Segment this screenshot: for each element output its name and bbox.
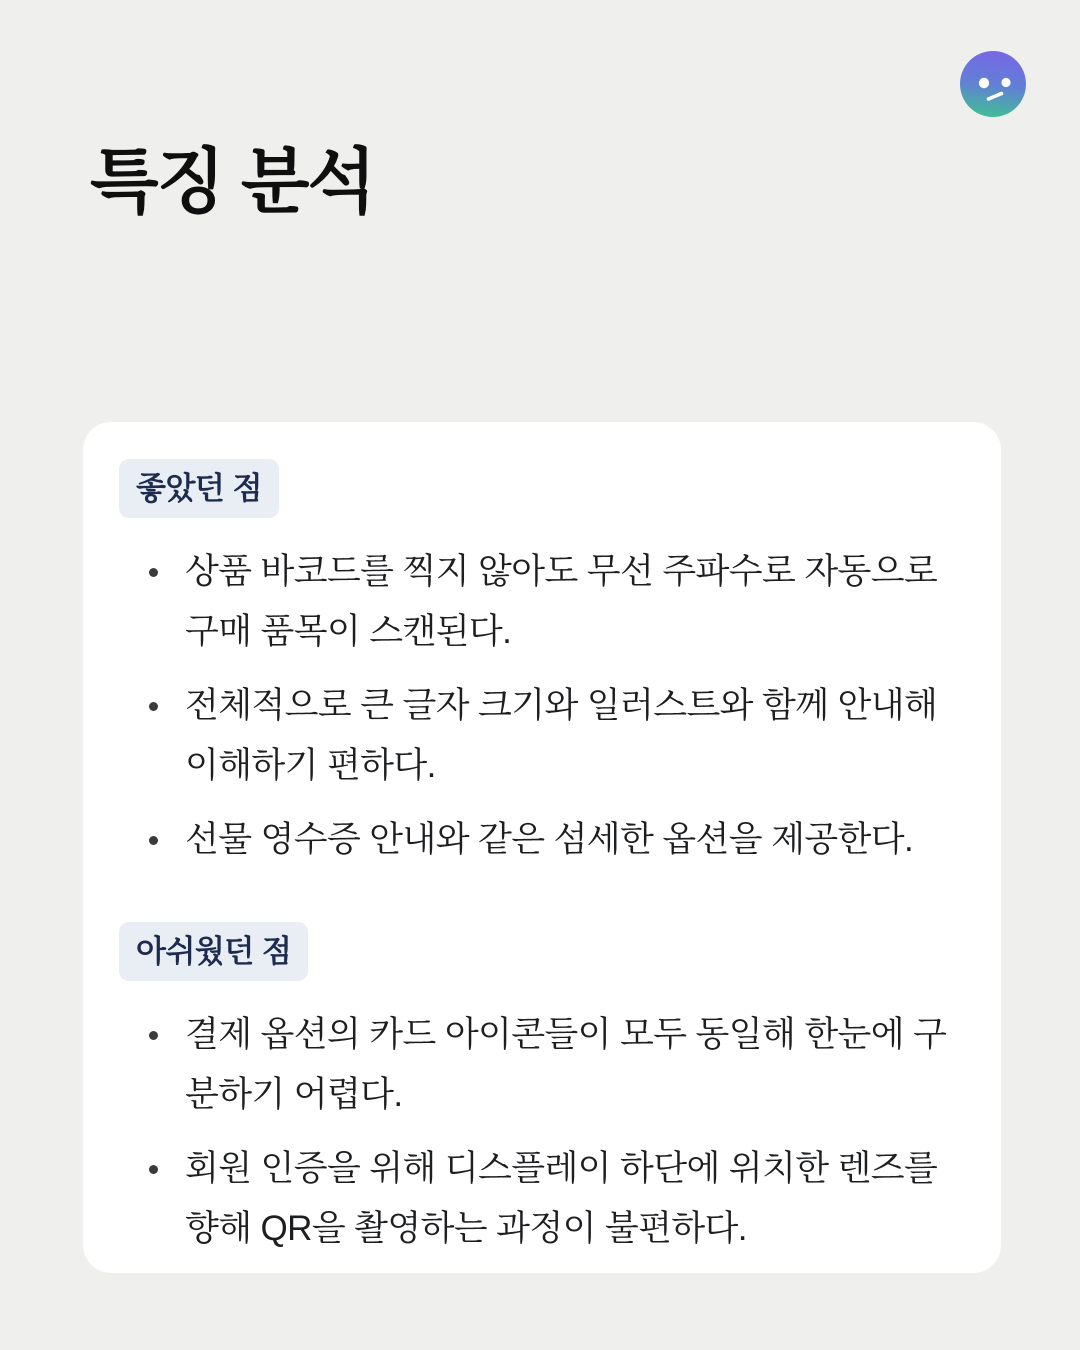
cons-badge: 아쉬웠던 점 bbox=[119, 922, 308, 981]
page-title: 특징 분석 bbox=[90, 143, 375, 222]
list-item bbox=[149, 1139, 951, 1259]
list-item-text: 회원 인증을 위해 디스플레이 하단에 위치한 렌즈를 향해 QR을 촬영하는 과정이 불편하다. bbox=[185, 1149, 938, 1249]
list-item-text: 상품 바코드를 찍지 않아도 무선 주파수로 자동으로 구매 품목이 스캔된다. bbox=[185, 552, 938, 652]
bullet-icon bbox=[149, 702, 158, 711]
list-item bbox=[149, 676, 951, 796]
pros-list bbox=[149, 542, 951, 870]
pros-badge: 좋았던 점 bbox=[119, 459, 279, 518]
list-item-text: 결제 옵션의 카드 아이콘들이 모두 동일해 한눈에 구분하기 어렵다. bbox=[185, 1015, 947, 1115]
list-item-text: 전체적으로 큰 글자 크기와 일러스트와 함께 안내해 이해하기 편하다. bbox=[185, 686, 938, 786]
bullet-icon bbox=[149, 1031, 158, 1040]
bullet-icon bbox=[149, 836, 158, 845]
mascot-logo-icon bbox=[960, 51, 1026, 117]
bullet-icon bbox=[149, 568, 158, 577]
cons-list bbox=[149, 1005, 951, 1259]
pros-section bbox=[119, 459, 951, 870]
feature-analysis-card bbox=[83, 422, 1001, 1273]
list-item bbox=[149, 810, 951, 870]
cons-section bbox=[119, 922, 951, 1259]
list-item bbox=[149, 1005, 951, 1125]
bullet-icon bbox=[149, 1165, 158, 1174]
list-item-text: 선물 영수증 안내와 같은 섬세한 옵션을 제공한다. bbox=[185, 820, 914, 860]
list-item bbox=[149, 542, 951, 662]
mascot-face-icon bbox=[960, 51, 1026, 117]
